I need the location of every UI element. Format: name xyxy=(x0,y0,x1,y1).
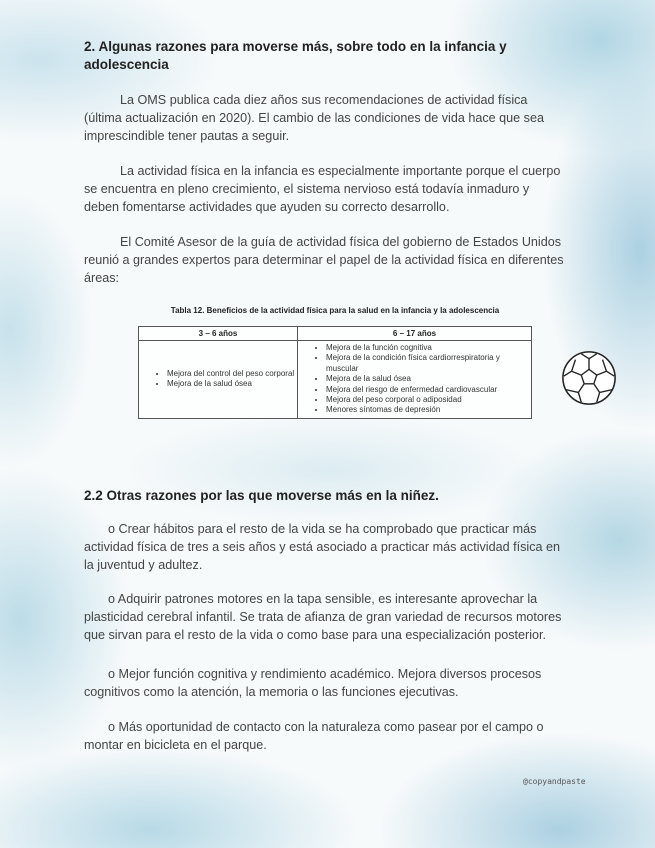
paragraph-infancia: La actividad física en la infancia es especialmente importante porque el cuerpo se encuentra en pleno crecimiento, el sistema nervioso está todavía inmaduro y deben fomentarse actividades que ayuden su correcto desarrollo. xyxy=(84,164,561,214)
benefits-table xyxy=(138,326,532,419)
table-caption: Tabla 12. Beneficios de la actividad física para la salud en la infancia y la adolescencia xyxy=(170,306,500,315)
benefits-list-6-17 xyxy=(298,343,531,416)
list-item: • Mejora del control del peso corporal xyxy=(167,369,297,379)
list-item: • Mejora de la salud ósea xyxy=(167,379,297,389)
section-2-heading: 2. Algunas razones para moverse más, sobre todo en la infancia y adolescencia xyxy=(84,39,507,72)
soccer-ball-icon xyxy=(560,347,618,409)
list-item: • Mejora de la función cognitiva xyxy=(326,343,531,353)
list-item-patrones-motores: o Adquirir patrones motores en la tapa sensible, es interesante aprovechar la plasticidad cerebral infantil. Se trata de afianza de gran variedad de recursos motores que sirvan para el resto de la vida o como base para una especialización posterior. xyxy=(84,592,562,642)
list-item: • Mejora del riesgo de enfermedad cardiovascular xyxy=(326,385,531,395)
table-cell-3-6 xyxy=(139,341,298,419)
list-item: • Mejora del peso corporal o adiposidad xyxy=(326,395,531,405)
list-item-habitos: o Crear hábitos para el resto de la vida se ha comprobado que practicar más actividad física de tres a seis años y está asociado a practicar más actividad física en la juventud y adultez. xyxy=(84,522,560,572)
list-item: • Mejora de la condición física cardiorrespiratoria y muscular xyxy=(326,353,531,374)
list-item-funcion-cognitiva: o Mejor función cognitiva y rendimiento académico. Mejora diversos procesos cognitivos como la atención, la memoria o las funciones ejecutivas. xyxy=(84,667,542,699)
table-header-3-6: 3 – 6 años xyxy=(139,327,298,341)
benefits-list-3-6 xyxy=(139,369,297,390)
section-2-2-heading: 2.2 Otras razones por las que moverse más en la niñez. xyxy=(84,488,439,503)
table-header-row xyxy=(139,327,532,341)
list-item: • Mejora de la salud ósea xyxy=(326,374,531,384)
table-cell-6-17 xyxy=(298,341,532,419)
list-item-naturaleza: o Más oportunidad de contacto con la naturaleza como pasear por el campo o montar en bicicleta en el parque. xyxy=(84,720,544,752)
paragraph-oms: La OMS publica cada diez años sus recomendaciones de actividad física (última actualización en 2020). El cambio de las condiciones de vida hace que sea imprescindible tener pautas a seguir. xyxy=(84,93,544,143)
paragraph-comite: El Comité Asesor de la guía de actividad física del gobierno de Estados Unidos reunió a grandes expertos para determinar el papel de la actividad física en diferentes áreas: xyxy=(84,235,564,285)
table-header-6-17: 6 – 17 años xyxy=(298,327,532,341)
table-row xyxy=(139,341,532,419)
watermark: @copyandpaste xyxy=(523,777,586,786)
list-item: • Menores síntomas de depresión xyxy=(326,405,531,415)
